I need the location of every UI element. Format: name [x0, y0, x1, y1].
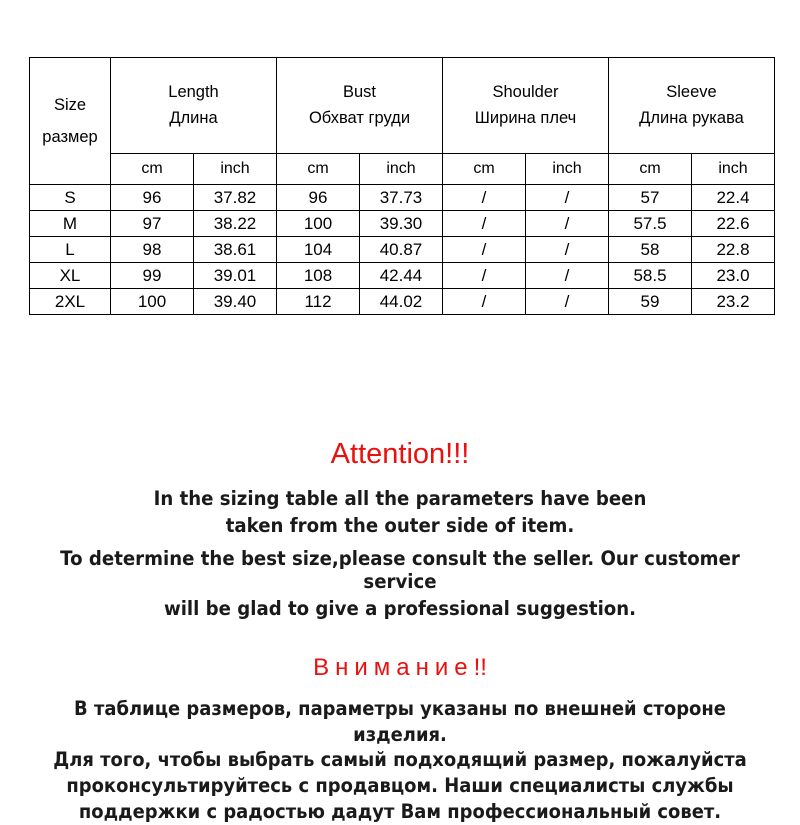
cell-bust-cm: 96 — [277, 185, 360, 211]
unit-bust-cm: cm — [277, 154, 360, 185]
cell-bust-cm: 100 — [277, 211, 360, 237]
header-group-sleeve-ru: Длина рукава — [639, 108, 744, 127]
unit-shoulder-cm: cm — [443, 154, 526, 185]
cell-sleeve-cm: 57 — [609, 185, 692, 211]
cell-length-cm: 100 — [111, 289, 194, 315]
header-group-bust-ru: Обхват груди — [308, 108, 411, 127]
row-size-label: S — [30, 185, 111, 211]
attention-heading-en: Attention!!! — [330, 438, 470, 470]
attention-heading-ru-bangs: !! — [473, 653, 487, 681]
notice-ru-line-2: Для того, чтобы выбрать самый подходящий размер, пожалуйста — [53, 748, 747, 772]
cell-sleeve-inch: 22.8 — [692, 237, 775, 263]
header-group-shoulder — [443, 58, 609, 154]
cell-bust-inch: 37.73 — [360, 185, 443, 211]
table-row — [30, 289, 775, 315]
table-header-row — [30, 58, 775, 154]
cell-length-cm: 99 — [111, 263, 194, 289]
row-size-label: XL — [30, 263, 111, 289]
cell-length-cm: 98 — [111, 237, 194, 263]
unit-length-cm: cm — [111, 154, 194, 185]
header-group-bust-en: Bust — [342, 82, 377, 101]
header-group-shoulder-en: Shoulder — [492, 82, 559, 101]
cell-shoulder-cm: / — [443, 185, 526, 211]
cell-length-inch: 39.40 — [194, 289, 277, 315]
cell-length-cm: 97 — [111, 211, 194, 237]
unit-length-inch: inch — [194, 154, 277, 185]
table-row — [30, 237, 775, 263]
cell-bust-cm: 104 — [277, 237, 360, 263]
notice-en-line-1: In the sizing table all the parameters have been — [153, 487, 647, 510]
cell-shoulder-cm: / — [443, 289, 526, 315]
cell-bust-inch: 44.02 — [360, 289, 443, 315]
attention-heading-ru-word: Внимание — [313, 653, 474, 681]
cell-length-cm: 96 — [111, 185, 194, 211]
cell-shoulder-inch: / — [526, 237, 609, 263]
cell-sleeve-cm: 58.5 — [609, 263, 692, 289]
header-size-en: Size — [53, 95, 87, 114]
cell-shoulder-cm: / — [443, 211, 526, 237]
cell-bust-inch: 40.87 — [360, 237, 443, 263]
cell-bust-cm: 108 — [277, 263, 360, 289]
attention-heading-ru — [0, 624, 800, 696]
notice-ru-line-4: поддержки с радостью дадут Вам профессиональный совет. — [78, 799, 722, 823]
unit-shoulder-inch: inch — [526, 154, 609, 185]
header-group-sleeve-en: Sleeve — [666, 82, 717, 101]
cell-length-inch: 38.61 — [194, 237, 277, 263]
cell-sleeve-inch: 23.0 — [692, 263, 775, 289]
cell-length-inch: 39.01 — [194, 263, 277, 289]
table-row — [30, 211, 775, 237]
cell-shoulder-inch: / — [526, 185, 609, 211]
notice-ru-line-3: проконсультируйтесь с продавцом. Наши специалисты службы — [66, 774, 734, 798]
header-size — [30, 58, 111, 185]
notice-en-line-3: To determine the best size,please consult the seller. Our customer service — [60, 546, 740, 594]
notice-en-line-4: will be glad to give a professional suggestion. — [163, 597, 637, 621]
header-group-length-en: Length — [168, 82, 219, 101]
row-size-label: L — [30, 237, 111, 263]
row-size-label: M — [30, 211, 111, 237]
header-group-bust — [277, 58, 443, 154]
size-chart-table — [29, 57, 775, 315]
cell-bust-cm: 112 — [277, 289, 360, 315]
notice-en-line-2: taken from the outer side of item. — [225, 513, 575, 537]
table-row — [30, 185, 775, 211]
cell-bust-inch: 42.44 — [360, 263, 443, 289]
cell-bust-inch: 39.30 — [360, 211, 443, 237]
cell-sleeve-inch: 23.2 — [692, 289, 775, 315]
cell-shoulder-inch: / — [526, 211, 609, 237]
header-group-sleeve — [609, 58, 775, 154]
cell-sleeve-inch: 22.4 — [692, 185, 775, 211]
header-group-shoulder-ru: Ширина плеч — [474, 108, 577, 127]
cell-sleeve-cm: 57.5 — [609, 211, 692, 237]
header-group-length — [111, 58, 277, 154]
cell-shoulder-cm: / — [443, 237, 526, 263]
notice-ru-line-1: В таблице размеров, параметры указаны по внешней стороне изделия. — [74, 696, 726, 746]
size-chart-container — [29, 57, 773, 315]
cell-shoulder-inch: / — [526, 263, 609, 289]
cell-sleeve-inch: 22.6 — [692, 211, 775, 237]
cell-sleeve-cm: 58 — [609, 237, 692, 263]
notice-body-russian — [32, 696, 768, 825]
unit-bust-inch: inch — [360, 154, 443, 185]
cell-shoulder-cm: / — [443, 263, 526, 289]
cell-shoulder-inch: / — [526, 289, 609, 315]
unit-sleeve-cm: cm — [609, 154, 692, 185]
header-size-ru: размер — [42, 128, 98, 146]
table-unit-row — [30, 154, 775, 185]
notice-section — [0, 440, 800, 825]
unit-sleeve-inch: inch — [692, 154, 775, 185]
notice-body-english — [28, 487, 772, 621]
cell-length-inch: 38.22 — [194, 211, 277, 237]
table-row — [30, 263, 775, 289]
header-group-length-ru: Длина — [169, 108, 218, 127]
row-size-label: 2XL — [30, 289, 111, 315]
cell-length-inch: 37.82 — [194, 185, 277, 211]
cell-sleeve-cm: 59 — [609, 289, 692, 315]
